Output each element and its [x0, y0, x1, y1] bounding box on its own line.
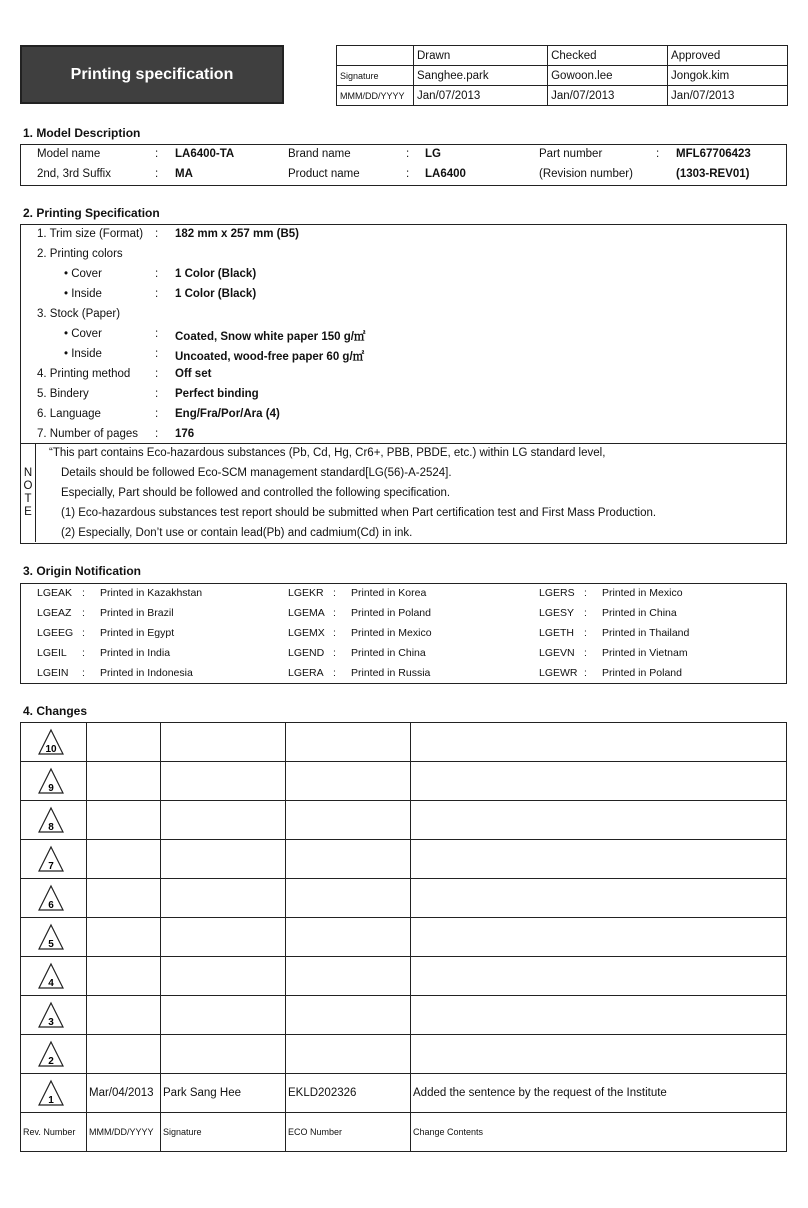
changes-section-title: 4. Changes [23, 704, 88, 718]
rev-cell [21, 918, 87, 957]
change-date [87, 762, 161, 801]
table-row [21, 723, 787, 762]
origin-code: LGEEG [37, 627, 74, 639]
spec-value: Uncoated, wood-free paper 60 g/㎡ [175, 351, 365, 363]
signature-approved: Jongok.kim [668, 66, 788, 86]
table-row [21, 1035, 787, 1074]
spec-label: 4. Printing method [37, 368, 131, 380]
origin-code: LGEIN [37, 667, 69, 679]
table-row [21, 957, 787, 996]
revision-number: 9 [48, 783, 54, 794]
change-signature: Park Sang Hee [161, 1074, 286, 1113]
spec-value: 1 Color (Black) [175, 288, 257, 300]
note-letter: N [23, 467, 33, 479]
spec-label: 7. Number of pages [37, 428, 139, 440]
change-date [87, 723, 161, 762]
origin-code: LGERS [539, 587, 575, 599]
table-row [21, 801, 787, 840]
origin-text: Printed in Russia [351, 667, 431, 679]
rev-cell [21, 957, 87, 996]
change-eco-number: EKLD202326 [286, 1074, 411, 1113]
revision-label: (Revision number) [539, 168, 633, 180]
product-name-value: LA6400 [425, 168, 466, 180]
change-signature [161, 918, 286, 957]
change-contents [411, 762, 787, 801]
origin-text: Printed in Poland [351, 607, 431, 619]
changes-table [20, 722, 787, 1152]
colon: : [155, 268, 159, 280]
origin-text: Printed in Mexico [351, 627, 432, 639]
colon: : [82, 627, 85, 639]
page-title: Printing specification [20, 45, 284, 104]
date-checked: Jan/07/2013 [548, 86, 668, 106]
change-eco-number [286, 957, 411, 996]
change-contents [411, 840, 787, 879]
colon: : [584, 627, 587, 639]
approval-corner [337, 46, 414, 66]
spec-label: 2. Printing colors [37, 248, 123, 260]
approval-col-approved: Approved [668, 46, 788, 66]
spec-value: Off set [175, 368, 212, 380]
change-date [87, 996, 161, 1035]
spec-value: Eng/Fra/Por/Ara (4) [175, 408, 280, 420]
change-signature [161, 996, 286, 1035]
note-letter: O [23, 480, 33, 492]
note-box [20, 443, 787, 544]
origin-text: Printed in Indonesia [100, 667, 193, 679]
origin-code: LGEMA [288, 607, 325, 619]
revision-number: 10 [45, 744, 57, 755]
rev-cell [21, 840, 87, 879]
spec-label: • Cover [64, 268, 102, 280]
note-letters [21, 444, 36, 542]
change-eco-number [286, 840, 411, 879]
table-row [21, 918, 787, 957]
origin-code: LGERA [288, 667, 324, 679]
colon: : [333, 587, 336, 599]
revision-triangle-icon [37, 1001, 65, 1029]
colon: : [584, 587, 587, 599]
rev-cell [21, 762, 87, 801]
change-contents [411, 801, 787, 840]
revision-number: 6 [48, 900, 54, 911]
spec-label: 3. Stock (Paper) [37, 308, 121, 320]
colon: : [82, 647, 85, 659]
brand-name-label: Brand name [288, 148, 351, 160]
spec-label: 1. Trim size (Format) [37, 228, 144, 240]
changes-footer-label: MMM/DD/YYYY [87, 1113, 161, 1152]
colon: : [333, 627, 336, 639]
rev-cell [21, 996, 87, 1035]
origin-code: LGEMX [288, 627, 325, 639]
note-letter: T [24, 493, 32, 505]
rev-cell [21, 879, 87, 918]
origin-text: Printed in Korea [351, 587, 427, 599]
printing-section-title: 2. Printing Specification [23, 206, 160, 220]
colon: : [584, 667, 587, 679]
revision-triangle-icon [37, 728, 65, 756]
table-row [21, 996, 787, 1035]
change-signature [161, 1035, 286, 1074]
revision-number: 1 [48, 1095, 54, 1106]
table-row [21, 762, 787, 801]
origin-code: LGEWR [539, 667, 578, 679]
change-signature [161, 801, 286, 840]
origin-code: LGEVN [539, 647, 575, 659]
colon: : [333, 667, 336, 679]
origin-text: Printed in Egypt [100, 627, 175, 639]
colon: : [82, 667, 85, 679]
colon: : [155, 228, 159, 240]
revision-number: 8 [48, 822, 54, 833]
origin-text: Printed in Vietnam [602, 647, 688, 659]
colon: : [155, 288, 159, 300]
brand-name-value: LG [425, 148, 441, 160]
colon: : [155, 168, 159, 180]
colon: : [656, 148, 660, 160]
change-contents [411, 996, 787, 1035]
colon: : [82, 587, 85, 599]
revision-triangle-icon [37, 962, 65, 990]
model-name-value: LA6400-TA [175, 148, 235, 160]
change-date [87, 840, 161, 879]
spec-label: 5. Bindery [37, 388, 89, 400]
change-eco-number [286, 879, 411, 918]
signature-drawn: Sanghee.park [414, 66, 548, 86]
part-number-label: Part number [539, 148, 603, 160]
origin-text: Printed in India [100, 647, 171, 659]
origin-code: LGEAZ [37, 607, 72, 619]
table-row [21, 840, 787, 879]
change-eco-number [286, 1035, 411, 1074]
change-signature [161, 879, 286, 918]
origin-section-title: 3. Origin Notification [23, 564, 142, 578]
colon: : [584, 647, 587, 659]
revision-number: 5 [48, 939, 54, 950]
table-row [21, 879, 787, 918]
spec-label: 6. Language [37, 408, 101, 420]
note-line: “This part contains Eco-hazardous substances (Pb, Cd, Hg, Cr6+, PBB, PBDE, etc.) within LG standard level, [49, 447, 606, 459]
change-contents: Added the sentence by the request of the Institute [411, 1074, 787, 1113]
origin-code: LGEKR [288, 587, 324, 599]
rev-cell [21, 1035, 87, 1074]
note-line: (2) Especially, Don’t use or contain lead(Pb) and cadmium(Cd) in ink. [61, 527, 413, 539]
colon: : [584, 607, 587, 619]
signature-checked: Gowoon.lee [548, 66, 668, 86]
change-contents [411, 723, 787, 762]
colon: : [82, 607, 85, 619]
revision-triangle-icon [37, 884, 65, 912]
revision-triangle-icon [37, 1079, 65, 1107]
origin-text: Printed in Kazakhstan [100, 587, 203, 599]
change-eco-number [286, 762, 411, 801]
origin-text: Printed in Brazil [100, 607, 174, 619]
spec-value: Perfect binding [175, 388, 259, 400]
revision-number: 4 [48, 978, 54, 989]
change-date [87, 801, 161, 840]
printing-box [20, 224, 787, 444]
change-eco-number [286, 996, 411, 1035]
table-row [21, 1074, 787, 1113]
change-contents [411, 1035, 787, 1074]
colon: : [155, 368, 159, 380]
revision-triangle-icon [37, 767, 65, 795]
change-eco-number [286, 723, 411, 762]
date-approved: Jan/07/2013 [668, 86, 788, 106]
spec-label: • Inside [64, 288, 102, 300]
date-label: MMM/DD/YYYY [337, 86, 414, 106]
product-name-label: Product name [288, 168, 360, 180]
origin-code: LGEIL [37, 647, 67, 659]
origin-text: Printed in China [602, 607, 677, 619]
origin-box [20, 583, 787, 684]
change-signature [161, 762, 286, 801]
spec-value: Coated, Snow white paper 150 g/㎡ [175, 331, 366, 343]
colon: : [155, 328, 159, 340]
spec-value: 176 [175, 428, 195, 440]
approval-col-checked: Checked [548, 46, 668, 66]
model-section-title: 1. Model Description [23, 126, 141, 140]
colon: : [155, 348, 159, 360]
colon: : [333, 607, 336, 619]
spec-value: 182 mm x 257 mm (B5) [175, 228, 300, 240]
spec-label: • Cover [64, 328, 102, 340]
colon: : [155, 408, 159, 420]
spec-label: • Inside [64, 348, 102, 360]
change-eco-number [286, 801, 411, 840]
change-contents [411, 879, 787, 918]
revision-triangle-icon [37, 845, 65, 873]
change-date [87, 1035, 161, 1074]
changes-footer-label: Rev. Number [21, 1113, 87, 1152]
note-letter: E [24, 506, 32, 518]
changes-footer-label: Signature [161, 1113, 286, 1152]
origin-code: LGEND [288, 647, 325, 659]
origin-text: Printed in China [351, 647, 426, 659]
note-line: Details should be followed Eco-SCM management standard[LG(56)-A-2524]. [61, 467, 452, 479]
colon: : [155, 388, 159, 400]
colon: : [155, 148, 159, 160]
part-number-value: MFL67706423 [676, 148, 751, 160]
origin-text: Printed in Poland [602, 667, 682, 679]
revision-number: 7 [48, 861, 54, 872]
revision-value: (1303-REV01) [676, 168, 750, 180]
revision-triangle-icon [37, 1040, 65, 1068]
revision-triangle-icon [37, 923, 65, 951]
rev-cell [21, 723, 87, 762]
rev-cell [21, 1074, 87, 1113]
change-signature [161, 840, 286, 879]
origin-code: LGETH [539, 627, 575, 639]
note-line: Especially, Part should be followed and controlled the following specification. [61, 487, 451, 499]
colon: : [333, 647, 336, 659]
revision-triangle-icon [37, 806, 65, 834]
model-box [20, 144, 787, 186]
change-contents [411, 918, 787, 957]
suffix-value: MA [175, 168, 193, 180]
note-line: (1) Eco-hazardous substances test report should be submitted when Part certification test and First Mass Production. [61, 507, 657, 519]
change-date [87, 957, 161, 996]
change-date: Mar/04/2013 [87, 1074, 161, 1113]
origin-code: LGESY [539, 607, 575, 619]
date-drawn: Jan/07/2013 [414, 86, 548, 106]
change-date [87, 879, 161, 918]
change-contents [411, 957, 787, 996]
colon: : [406, 168, 410, 180]
origin-text: Printed in Mexico [602, 587, 683, 599]
change-signature [161, 723, 286, 762]
change-signature [161, 957, 286, 996]
approval-table [336, 45, 788, 106]
changes-footer-label: Change Contents [411, 1113, 787, 1152]
changes-footer-row [21, 1113, 787, 1152]
revision-number: 2 [48, 1056, 54, 1067]
model-name-label: Model name [37, 148, 101, 160]
change-date [87, 918, 161, 957]
change-eco-number [286, 918, 411, 957]
origin-text: Printed in Thailand [602, 627, 690, 639]
approval-col-drawn: Drawn [414, 46, 548, 66]
revision-number: 3 [48, 1017, 54, 1028]
changes-footer-label: ECO Number [286, 1113, 411, 1152]
suffix-label: 2nd, 3rd Suffix [37, 168, 111, 180]
signature-label: Signature [337, 66, 414, 86]
spec-value: 1 Color (Black) [175, 268, 257, 280]
origin-code: LGEAK [37, 587, 73, 599]
colon: : [155, 428, 159, 440]
rev-cell [21, 801, 87, 840]
colon: : [406, 148, 410, 160]
